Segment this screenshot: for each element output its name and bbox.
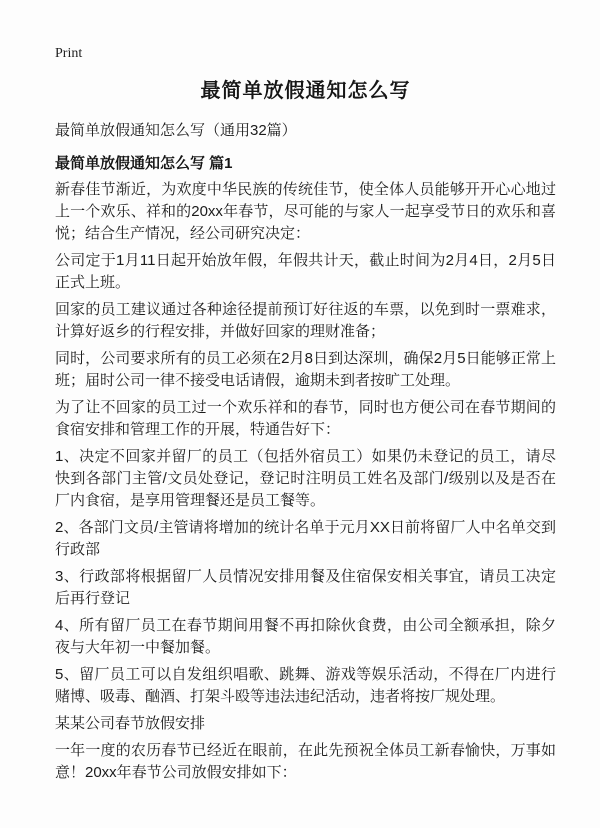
doc-paragraph: 同时，公司要求所有的员工必须在2月8日到达深圳，确保2月5日能够正常上班；届时公司一律不接受电话请假，逾期未到者按旷工处理。 [55,350,556,389]
doc-subtitle: 最简单放假通知怎么写（通用32篇） [55,122,297,139]
doc-paragraph: 2、各部门文员/主管请将增加的统计名单于元月XX日前将留厂人中名单交到行政部 [55,519,556,558]
doc-paragraph: 3、行政部将根据留厂人员情况安排用餐及住宿保安相关事宜，请员工决定后再行登记 [55,568,556,607]
doc-paragraph: 5、留厂员工可以自发组织唱歌、跳舞、游戏等娱乐活动，不得在厂内进行赌博、吸毒、酗酒、打架斗殴等违法违纪活动，违者将按厂规处理。 [55,666,556,705]
doc-paragraph: 一年一度的农历春节已经近在眼前，在此先预祝全体员工新春愉快，万事如意！20xx年春节公司放假安排如下： [55,742,556,781]
print-button[interactable]: Print [55,46,83,61]
doc-paragraph: 回家的员工建议通过各种途径提前预订好往返的车票，以免到时一票难求，计算好返乡的行程安排，并做好回家的理财准备； [55,301,556,340]
doc-body [55,179,556,784]
doc-paragraph: 新春佳节渐近，为欢度中华民族的传统佳节，使全体人员能够开开心心地过上一个欢乐、祥和的20xx年春节，尽可能的与家人一起享受节日的欢乐和喜悦；结合生产情况，经公司研究决定： [55,181,556,242]
doc-paragraph: 为了让不回家的员工过一个欢乐祥和的春节，同时也方便公司在春节期间的食宿安排和管理工作的开展，特通告好下： [55,399,556,438]
doc-paragraph: 4、所有留厂员工在春节期间用餐不再扣除伙食费，由公司全额承担，除夕夜与大年初一中餐加餐。 [55,617,556,656]
doc-paragraph: 某某公司春节放假安排 [55,715,206,732]
section-heading: 最简单放假通知怎么写 篇1 [55,155,233,172]
page-title: 最简单放假通知怎么写 [200,80,411,102]
doc-paragraph: 公司定于1月11日起开始放年假，年假共计天，截止时间为2月4日，2月5日正式上班。 [55,252,556,291]
doc-paragraph: 1、决定不回家并留厂的员工（包括外宿员工）如果仍未登记的员工，请尽快到各部门主管/文员处登记，登记时注明员工姓名及部门/级别以及是否在厂内食宿，是享用管理餐还是员工餐等。 [55,448,556,509]
